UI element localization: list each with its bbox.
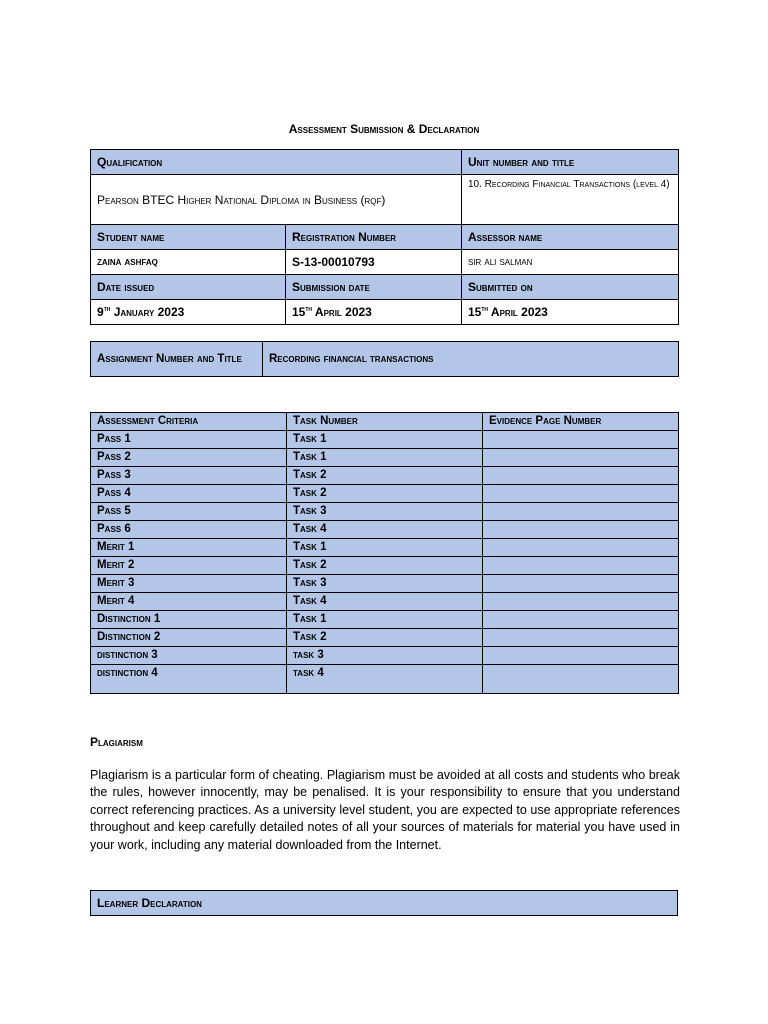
table-row <box>91 665 679 694</box>
table-row <box>91 467 679 485</box>
table-row <box>91 521 679 539</box>
evidence-cell <box>483 611 679 629</box>
task-cell: Task 4 <box>287 593 483 611</box>
table-row <box>91 503 679 521</box>
table-row <box>91 629 679 647</box>
student-name-label: Student name <box>91 225 286 250</box>
evidence-cell <box>483 521 679 539</box>
table-row <box>91 449 679 467</box>
criteria-cell: Pass 5 <box>91 503 287 521</box>
submission-date-value: 15th April 2023 <box>286 300 462 325</box>
evidence-cell <box>483 557 679 575</box>
evidence-cell <box>483 431 679 449</box>
task-cell: Task 1 <box>287 449 483 467</box>
assessor-value: sir ali salman <box>462 250 679 275</box>
evidence-cell <box>483 467 679 485</box>
evidence-cell <box>483 485 679 503</box>
unit-label: Unit number and title <box>462 150 679 175</box>
task-cell: Task 2 <box>287 485 483 503</box>
evidence-cell <box>483 647 679 665</box>
criteria-cell: Merit 3 <box>91 575 287 593</box>
task-cell: Task 1 <box>287 539 483 557</box>
criteria-cell: Pass 3 <box>91 467 287 485</box>
submission-date-label: Submission date <box>286 275 462 300</box>
document-title: Assessment Submission & Declaration <box>288 122 480 136</box>
evidence-header: Evidence Page Number <box>483 413 679 431</box>
evidence-cell <box>483 665 679 694</box>
date-issued-value: 9th January 2023 <box>91 300 286 325</box>
criteria-cell: distinction 4 <box>91 665 287 694</box>
evidence-cell <box>483 539 679 557</box>
criteria-cell: Pass 6 <box>91 521 287 539</box>
evidence-cell <box>483 503 679 521</box>
evidence-cell <box>483 593 679 611</box>
criteria-cell: distinction 3 <box>91 647 287 665</box>
assignment-table <box>90 341 679 377</box>
submission-info-table <box>90 149 679 325</box>
criteria-cell: Distinction 1 <box>91 611 287 629</box>
table-row <box>91 431 679 449</box>
qualification-value: Pearson BTEC Higher National Diploma in Business (rqf) <box>91 175 462 225</box>
student-name-value: zaina ashfaq <box>91 250 286 275</box>
submitted-on-label: Submitted on <box>462 275 679 300</box>
criteria-cell: Pass 4 <box>91 485 287 503</box>
table-row <box>91 485 679 503</box>
criteria-table <box>90 412 679 694</box>
task-cell: Task 2 <box>287 467 483 485</box>
unit-value: 10. Recording Financial Transactions (level 4) <box>462 175 679 225</box>
assignment-label: Assignment Number and Title <box>91 342 263 377</box>
evidence-cell <box>483 575 679 593</box>
task-cell: Task 2 <box>287 557 483 575</box>
registration-value: S-13-00010793 <box>286 250 462 275</box>
task-cell: task 4 <box>287 665 483 694</box>
criteria-cell: Pass 2 <box>91 449 287 467</box>
task-cell: Task 1 <box>287 611 483 629</box>
submitted-on-value: 15th April 2023 <box>462 300 679 325</box>
qualification-label: Qualification <box>91 150 462 175</box>
task-cell: Task 1 <box>287 431 483 449</box>
criteria-cell: Merit 1 <box>91 539 287 557</box>
criteria-cell: Merit 2 <box>91 557 287 575</box>
table-row <box>91 539 679 557</box>
table-row <box>91 611 679 629</box>
criteria-cell: Distinction 2 <box>91 629 287 647</box>
task-header: Task Number <box>287 413 483 431</box>
table-row <box>91 557 679 575</box>
registration-label: Registration Number <box>286 225 462 250</box>
table-row <box>91 593 679 611</box>
task-cell: Task 3 <box>287 575 483 593</box>
assessor-label: Assessor name <box>462 225 679 250</box>
task-cell: Task 4 <box>287 521 483 539</box>
criteria-cell: Merit 4 <box>91 593 287 611</box>
plagiarism-heading: Plagiarism <box>90 735 143 749</box>
evidence-cell <box>483 629 679 647</box>
task-cell: Task 2 <box>287 629 483 647</box>
table-row <box>91 647 679 665</box>
date-issued-label: Date issued <box>91 275 286 300</box>
learner-declaration-label: Learner Declaration <box>91 891 678 916</box>
plagiarism-text: Plagiarism is a particular form of cheating. Plagiarism must be avoided at all costs and students who break the rules, however innocently, may be penalised. It is your responsibility to ensure that you understand correct referencing practices. As a university level student, you are expected to use appropriate references throughout and keep carefully detailed notes of all your sources of materials for material you have used in your work, including any material downloaded from the Internet. <box>90 768 680 852</box>
criteria-header: Assessment Criteria <box>91 413 287 431</box>
task-cell: task 3 <box>287 647 483 665</box>
learner-declaration-table <box>90 890 678 916</box>
criteria-cell: Pass 1 <box>91 431 287 449</box>
task-cell: Task 3 <box>287 503 483 521</box>
table-row <box>91 575 679 593</box>
assignment-value: Recording financial transactions <box>263 342 679 377</box>
evidence-cell <box>483 449 679 467</box>
